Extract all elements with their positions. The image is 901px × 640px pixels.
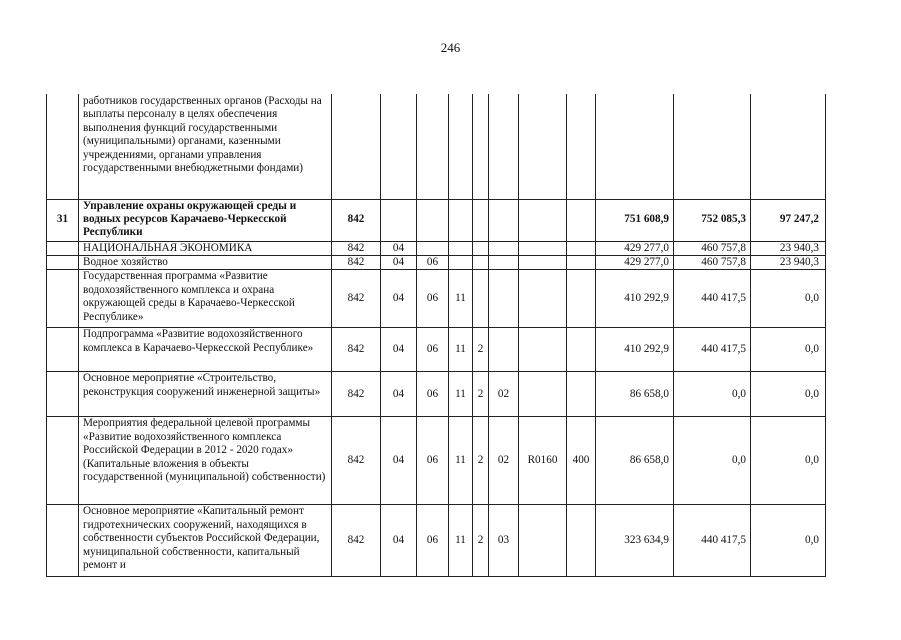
vr-code bbox=[567, 241, 596, 255]
vr-code bbox=[567, 255, 596, 269]
cs-direction-code bbox=[519, 241, 567, 255]
amount-year-3: 0,0 bbox=[751, 372, 826, 417]
cs-activity-code bbox=[489, 94, 519, 199]
amount-year-2: 0,0 bbox=[674, 417, 751, 505]
table-row bbox=[47, 199, 826, 241]
ved-code: 842 bbox=[332, 372, 381, 417]
row-number bbox=[47, 505, 79, 577]
row-name: НАЦИОНАЛЬНАЯ ЭКОНОМИКА bbox=[79, 241, 332, 255]
vr-code bbox=[567, 328, 596, 372]
table-row bbox=[47, 94, 826, 199]
cs-subprogram-code: 2 bbox=[473, 505, 489, 577]
amount-year-1: 429 277,0 bbox=[596, 255, 674, 269]
rz-code: 04 bbox=[381, 241, 417, 255]
amount-year-2: 440 417,5 bbox=[674, 505, 751, 577]
pr-code: 06 bbox=[417, 255, 449, 269]
vr-code bbox=[567, 94, 596, 199]
rz-code: 04 bbox=[381, 270, 417, 328]
cs-subprogram-code bbox=[473, 94, 489, 199]
row-number bbox=[47, 241, 79, 255]
table-row bbox=[47, 417, 826, 505]
cs-direction-code bbox=[519, 328, 567, 372]
row-name: Основное мероприятие «Капитальный ремонт гидротехнических сооружений, находящихся в собственности субъектов Российской Федерации, муниципальной собственности, капитальный ремонт и bbox=[79, 505, 332, 577]
rz-code: 04 bbox=[381, 505, 417, 577]
table-row bbox=[47, 372, 826, 417]
row-name: Водное хозяйство bbox=[79, 255, 332, 269]
cs-subprogram-code: 2 bbox=[473, 372, 489, 417]
amount-year-1: 429 277,0 bbox=[596, 241, 674, 255]
amount-year-3: 0,0 bbox=[751, 328, 826, 372]
row-number bbox=[47, 417, 79, 505]
pr-code: 06 bbox=[417, 372, 449, 417]
amount-year-3: 0,0 bbox=[751, 270, 826, 328]
cs-program-code bbox=[449, 255, 473, 269]
amount-year-1: 86 658,0 bbox=[596, 417, 674, 505]
table-row bbox=[47, 270, 826, 328]
pr-code: 06 bbox=[417, 328, 449, 372]
cs-direction-code bbox=[519, 372, 567, 417]
cs-direction-code: R0160 bbox=[519, 417, 567, 505]
pr-code bbox=[417, 199, 449, 241]
rz-code: 04 bbox=[381, 328, 417, 372]
amount-year-3: 0,0 bbox=[751, 505, 826, 577]
cs-program-code: 11 bbox=[449, 270, 473, 328]
amount-year-2: 440 417,5 bbox=[674, 328, 751, 372]
ved-code bbox=[332, 94, 381, 199]
amount-year-1 bbox=[596, 94, 674, 199]
amount-year-1: 751 608,9 bbox=[596, 199, 674, 241]
cs-direction-code bbox=[519, 255, 567, 269]
cs-direction-code bbox=[519, 270, 567, 328]
row-name: Основное мероприятие «Строительство, реконструкция сооружений инженерной защиты» bbox=[79, 372, 332, 417]
ved-code: 842 bbox=[332, 328, 381, 372]
vr-code bbox=[567, 372, 596, 417]
amount-year-2: 460 757,8 bbox=[674, 241, 751, 255]
cs-subprogram-code bbox=[473, 241, 489, 255]
table-row bbox=[47, 505, 826, 577]
cs-activity-code: 02 bbox=[489, 372, 519, 417]
budget-table bbox=[46, 94, 826, 577]
row-number bbox=[47, 328, 79, 372]
row-number bbox=[47, 255, 79, 269]
vr-code bbox=[567, 505, 596, 577]
cs-program-code: 11 bbox=[449, 328, 473, 372]
amount-year-3: 97 247,2 bbox=[751, 199, 826, 241]
cs-subprogram-code: 2 bbox=[473, 417, 489, 505]
table-row bbox=[47, 255, 826, 269]
row-name: Управление охраны окружающей среды и водных ресурсов Карачаево-Черкесской Республики bbox=[79, 199, 332, 241]
pr-code: 06 bbox=[417, 505, 449, 577]
amount-year-2: 0,0 bbox=[674, 372, 751, 417]
amount-year-3: 23 940,3 bbox=[751, 241, 826, 255]
cs-subprogram-code bbox=[473, 199, 489, 241]
amount-year-2: 440 417,5 bbox=[674, 270, 751, 328]
ved-code: 842 bbox=[332, 270, 381, 328]
row-number bbox=[47, 270, 79, 328]
amount-year-3: 0,0 bbox=[751, 417, 826, 505]
row-name: Мероприятия федеральной целевой программы «Развитие водохозяйственного комплекса Российской Федерации в 2012 - 2020 годах» (Капитальные вложения в объекты государственной (муниципальной) собственности) bbox=[79, 417, 332, 505]
amount-year-2 bbox=[674, 94, 751, 199]
amount-year-2: 752 085,3 bbox=[674, 199, 751, 241]
cs-program-code bbox=[449, 94, 473, 199]
table-row bbox=[47, 328, 826, 372]
vr-code: 400 bbox=[567, 417, 596, 505]
cs-activity-code: 02 bbox=[489, 417, 519, 505]
cs-direction-code bbox=[519, 199, 567, 241]
rz-code: 04 bbox=[381, 372, 417, 417]
cs-direction-code bbox=[519, 505, 567, 577]
rz-code bbox=[381, 94, 417, 199]
amount-year-1: 410 292,9 bbox=[596, 328, 674, 372]
cs-direction-code bbox=[519, 94, 567, 199]
ved-code: 842 bbox=[332, 417, 381, 505]
cs-activity-code bbox=[489, 270, 519, 328]
amount-year-1: 86 658,0 bbox=[596, 372, 674, 417]
cs-program-code: 11 bbox=[449, 417, 473, 505]
rz-code: 04 bbox=[381, 417, 417, 505]
cs-subprogram-code bbox=[473, 270, 489, 328]
row-name: Государственная программа «Развитие водохозяйственного комплекса и охрана окружающей среды в Карачаево-Черкесской Республике» bbox=[79, 270, 332, 328]
cs-subprogram-code: 2 bbox=[473, 328, 489, 372]
rz-code bbox=[381, 199, 417, 241]
pr-code bbox=[417, 94, 449, 199]
ved-code: 842 bbox=[332, 255, 381, 269]
amount-year-3: 23 940,3 bbox=[751, 255, 826, 269]
cs-activity-code: 03 bbox=[489, 505, 519, 577]
cs-program-code: 11 bbox=[449, 372, 473, 417]
amount-year-1: 323 634,9 bbox=[596, 505, 674, 577]
cs-activity-code bbox=[489, 199, 519, 241]
cs-program-code: 11 bbox=[449, 505, 473, 577]
row-name: работников государственных органов (Расходы на выплаты персоналу в целях обеспечения выполнения функций государственными (муниципальными) органами, казенными учреждениями, органами управления государственными внебюджетными фондами) bbox=[79, 94, 332, 199]
pr-code: 06 bbox=[417, 270, 449, 328]
cs-subprogram-code bbox=[473, 255, 489, 269]
pr-code bbox=[417, 241, 449, 255]
vr-code bbox=[567, 270, 596, 328]
row-name: Подпрограмма «Развитие водохозяйственного комплекса в Карачаево-Черкесской Республике» bbox=[79, 328, 332, 372]
row-number bbox=[47, 94, 79, 199]
cs-program-code bbox=[449, 199, 473, 241]
amount-year-1: 410 292,9 bbox=[596, 270, 674, 328]
ved-code: 842 bbox=[332, 199, 381, 241]
row-number: 31 bbox=[47, 199, 79, 241]
pr-code: 06 bbox=[417, 417, 449, 505]
ved-code: 842 bbox=[332, 241, 381, 255]
amount-year-3 bbox=[751, 94, 826, 199]
cs-activity-code bbox=[489, 328, 519, 372]
rz-code: 04 bbox=[381, 255, 417, 269]
amount-year-2: 460 757,8 bbox=[674, 255, 751, 269]
cs-activity-code bbox=[489, 255, 519, 269]
vr-code bbox=[567, 199, 596, 241]
cs-program-code bbox=[449, 241, 473, 255]
ved-code: 842 bbox=[332, 505, 381, 577]
page-number: 246 bbox=[440, 40, 461, 55]
table-row bbox=[47, 241, 826, 255]
row-number bbox=[47, 372, 79, 417]
cs-activity-code bbox=[489, 241, 519, 255]
